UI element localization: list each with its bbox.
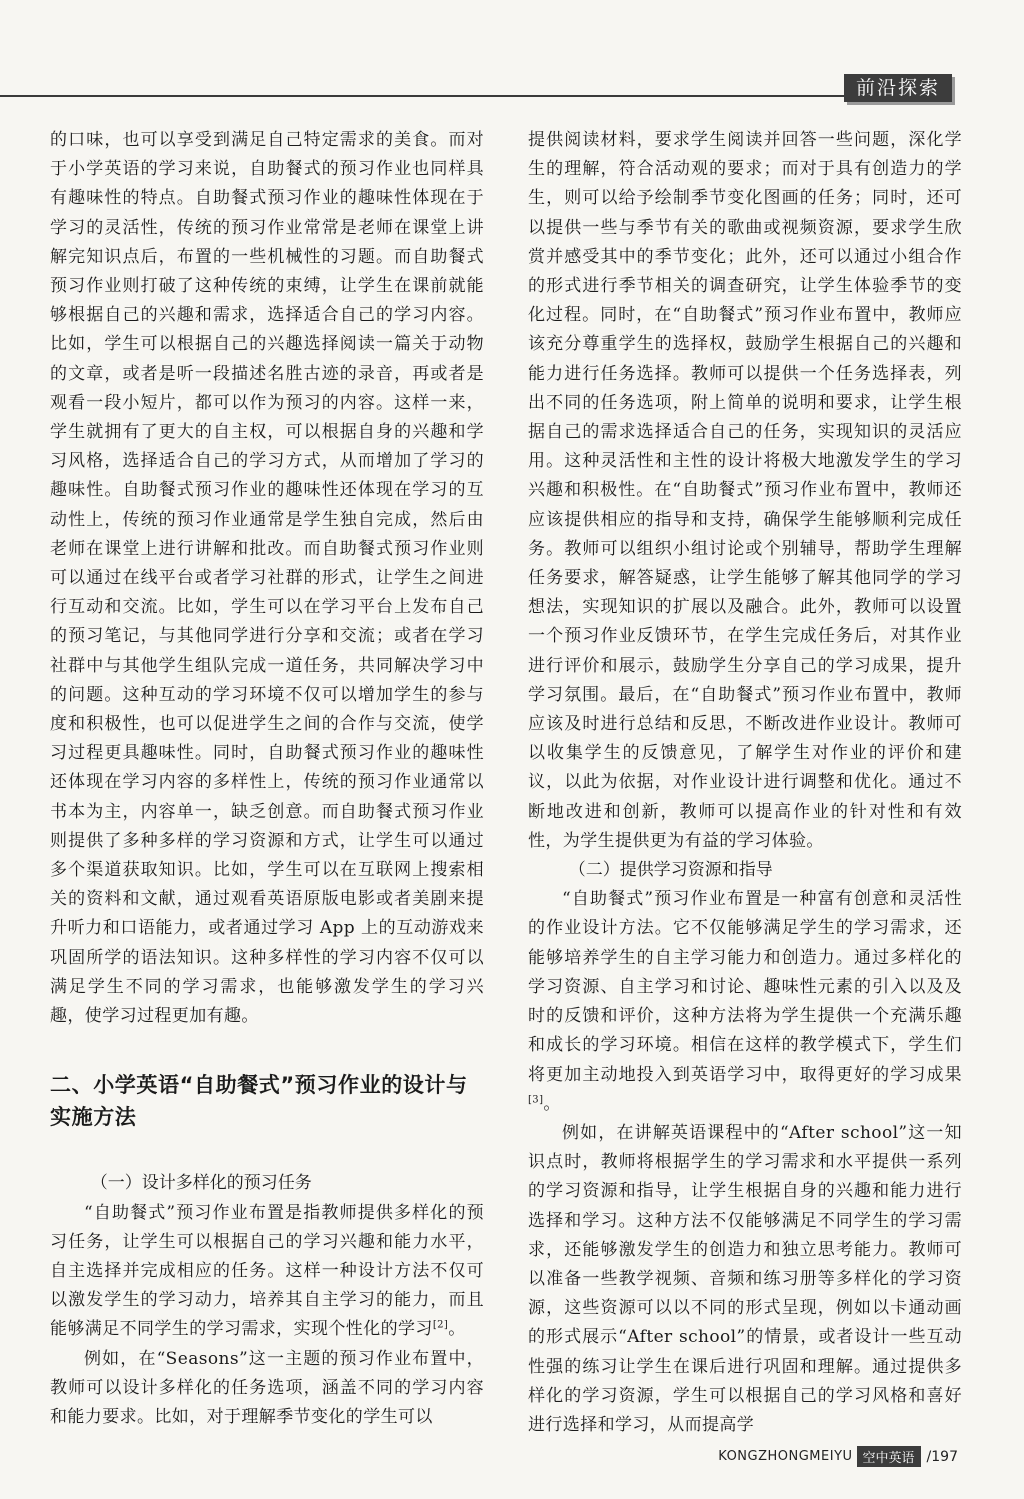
left-paragraph-2-end: 。: [448, 1319, 466, 1340]
page-footer: [718, 1446, 958, 1467]
right-paragraph-2-end: 。: [543, 1093, 561, 1114]
page-number: /197: [926, 1448, 958, 1465]
right-paragraph-2-text: “自助餐式”预习作业布置是一种富有创意和灵活性的作业设计方法。它不仅能够满足学生的学习需求，还能够培养学生的自主学习能力和创造力。通过多样化的学习资源、自主学习和讨论、趣味性元素的引入以及及时的反馈和评价，这种方法将为学生提供一个充满乐趣和成长的学习环境。相信在这样的教学模式下，学生们将更加主动地投入到英语学习中，取得更好的学习成果: [528, 889, 962, 1085]
header-rule: [0, 95, 940, 97]
left-paragraph-3: 例如，在“Seasons”这一主题的预习作业布置中，教师可以设计多样化的任务选项，涵盖不同的学习内容和能力要求。比如，对于理解季节变化的学生可以: [50, 1348, 484, 1427]
right-paragraph-3: 例如，在讲解英语课程中的“After school”这一知识点时，教师将根据学生的学习需求和水平提供一系列的学习资源和指导，让学生根据自身的兴趣和能力进行选择和学习。这种方法不仅能够满足不同学生的学习需求，还能够激发学生的创造力和独立思考能力。教师可以准备一些教学视频、音频和练习册等多样化的学习资源，这些资源可以以不同的形式呈现，例如以卡通动画的形式展示“After school”的情景，或者设计一些互动性强的练习让学生在课后进行巩固和理解。通过提供多样化的学习资源，学生可以根据自己的学习风格和喜好进行选择和学习，从而提高学: [528, 1122, 962, 1435]
journal-name-cn: 空中英语: [857, 1446, 921, 1467]
left-paragraph-1: 的口味，也可以享受到满足自己特定需求的美食。而对于小学英语的学习来说，自助餐式的预习作业也同样具有趣味性的特点。自助餐式预习作业的趣味性体现在于学习的灵活性，传统的预习作业常常是老师在课堂上讲解完知识点后，布置的一些机械性的习题。而自助餐式预习作业则打破了这种传统的束缚，让学生在课前就能够根据自己的兴趣和需求，选择适合自己的学习内容。比如，学生可以根据自己的兴趣选择阅读一篇关于动物的文章，或者是听一段描述名胜古迹的录音，再或者是观看一段小短片，都可以作为预习的内容。这样一来，学生就拥有了更大的自主权，可以根据自身的兴趣和学习风格，选择适合自己的学习方式，从而增加了学习的趣味性。自助餐式预习作业的趣味性还体现在学习的互动性上，传统的预习作业通常是学生独自完成，然后由老师在课堂上进行讲解和批改。而自助餐式预习作业则可以通过在线平台或者学习社群的形式，让学生之间进行互动和交流。比如，学生可以在学习平台上发布自己的预习笔记，与其他同学进行分享和交流；或者在学习社群中与其他学生组队完成一道任务，共同解决学习中的问题。这种互动的学习环境不仅可以增加学生的参与度和积极性，也可以促进学生之间的合作与交流，使学习过程更具趣味性。同时，自助餐式预习作业的趣味性还体现在学习内容的多样性上，传统的预习作业通常以书本为主，内容单一，缺乏创意。而自助餐式预习作业则提供了多种多样的学习资源和方式，让学生可以通过多个渠道获取知识。比如，学生可以在互联网上搜索相关的资料和文献，通过观看英语原版电影或者美剧来提升听力和口语能力，或者通过学习 App 上的互动游戏来巩固所学的语法知识。这种多样性的学习内容不仅可以满足学生不同的学习需求，也能够激发学生的学习兴趣，使学习过程更加有趣。: [50, 130, 484, 1027]
right-paragraph-2: [528, 885, 962, 1119]
citation-2: [2]: [432, 1319, 449, 1331]
journal-name-en: KONGZHONGMEIYU: [718, 1449, 853, 1464]
left-paragraph-2: [50, 1199, 484, 1345]
right-column: [528, 126, 962, 1440]
section-title: 二、小学英语“自助餐式”预习作业的设计与实施方法: [50, 1073, 468, 1130]
left-paragraph-2-text: “自助餐式”预习作业布置是指教师提供多样化的预习任务，让学生可以根据自己的学习兴趣和能力水平，自主选择并完成相应的任务。这样一种设计方法不仅可以激发学生的学习动力，培养其自主学习的能力，而且能够满足不同学生的学习需求，实现个性化的学习: [50, 1202, 484, 1340]
section-tag: 前沿探索: [844, 74, 952, 102]
right-paragraph-1: 提供阅读材料，要求学生阅读并回答一些问题，深化学生的理解，符合活动观的要求；而对于具有创造力的学生，则可以给予绘制季节变化图画的任务；同时，还可以提供一些与季节有关的歌曲或视频资源，要求学生欣赏并感受其中的季节变化；此外，还可以通过小组合作的形式进行季节相关的调查研究，让学生体验季节的变化过程。同时，在“自助餐式”预习作业布置中，教师应该充分尊重学生的选择权，鼓励学生根据自己的兴趣和能力进行任务选择。教师可以提供一个任务选择表，列出不同的任务选项，附上简单的说明和要求，让学生根据自己的需求选择适合自己的任务，实现知识的灵活应用。这种灵活性和主性的设计将极大地激发学生的学习兴趣和积极性。在“自助餐式”预习作业布置中，教师还应该提供相应的指导和支持，确保学生能够顺利完成任务。教师可以组织小组讨论或个别辅导，帮助学生理解任务要求，解答疑惑，让学生能够了解其他同学的学习想法，实现知识的扩展以及融合。此外，教师可以设置一个预习作业反馈环节，在学生完成任务后，对其作业进行评价和展示，鼓励学生分享自己的学习成果，提升学习氛围。最后，在“自助餐式”预习作业布置中，教师应该及时进行总结和反思，不断改进作业设计。教师可以收集学生的反馈意见，了解学生对作业的评价和建议，以此为依据，对作业设计进行调整和优化。通过不断地改进和创新，教师可以提高作业的针对性和有效性，为学生提供更为有益的学习体验。: [528, 130, 962, 851]
subheading-1: （一）设计多样化的预习任务: [90, 1173, 312, 1194]
subheading-2: （二）提供学习资源和指导: [568, 860, 773, 881]
left-column: [50, 126, 484, 1432]
citation-3: [3]: [528, 1094, 544, 1106]
